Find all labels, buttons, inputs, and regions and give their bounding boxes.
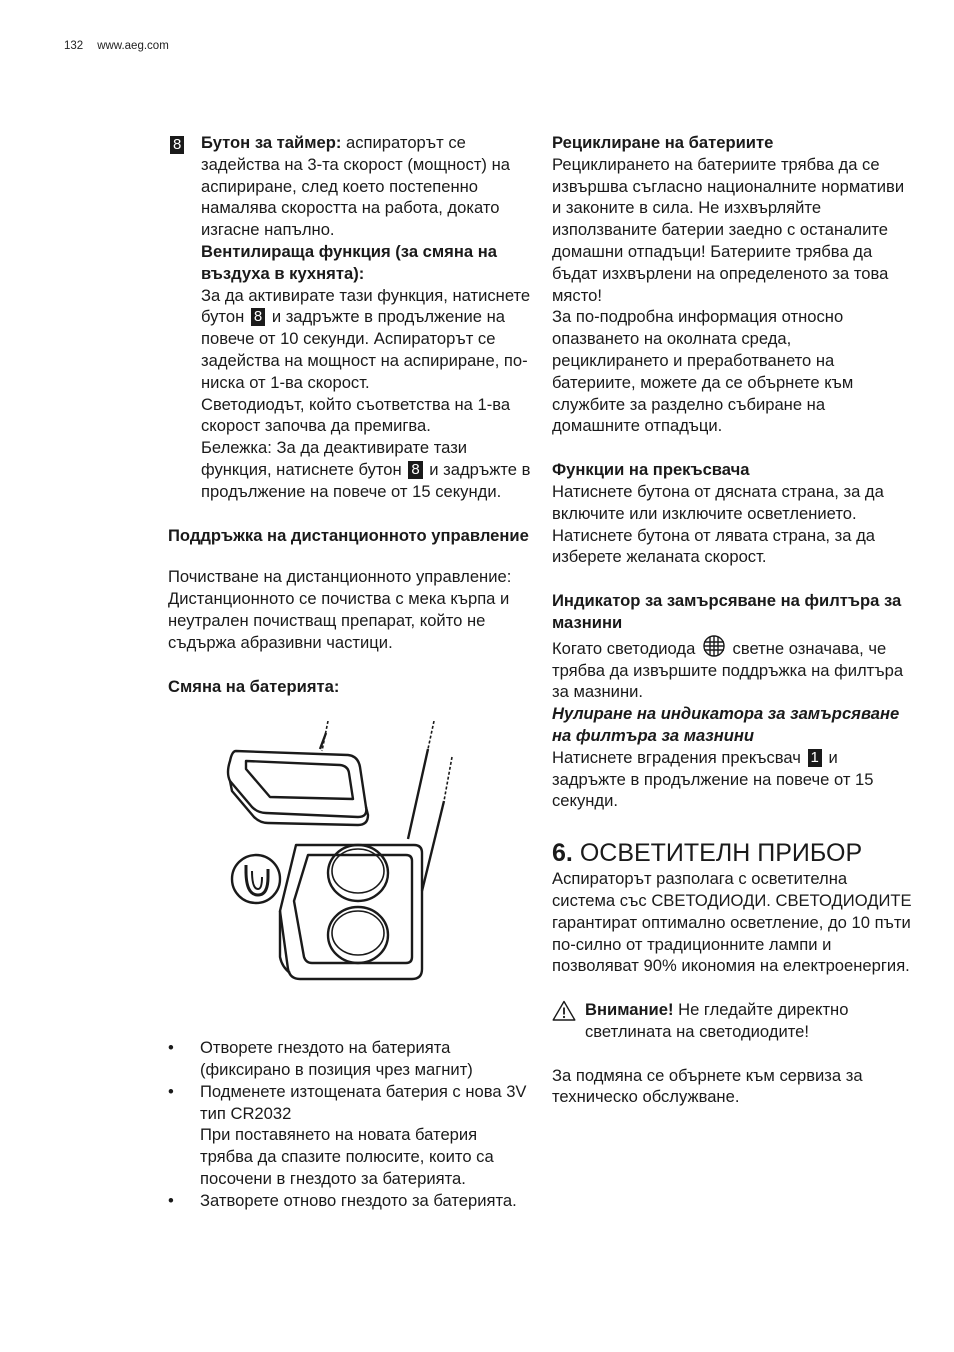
badge-8: 8 bbox=[408, 461, 422, 479]
vent-paragraph-2: Светодиодът, който съответства на 1-ва скорост започва да премигва. bbox=[201, 394, 511, 436]
grid-globe-icon bbox=[702, 634, 726, 658]
list-item bbox=[168, 1081, 534, 1190]
timer-text: аспираторът се задейства на 3-та скорост (мощност) на аспириране, след което постепенно намалява скоростта на работа, докато изгасне напълно. bbox=[201, 133, 510, 240]
battery-compartment-illustration bbox=[208, 721, 508, 1031]
timer-title: Бутон за таймер: bbox=[201, 133, 342, 152]
list-item-text: Подменете изтощената батерия с нова 3V тип CR2032 bbox=[200, 1081, 527, 1123]
vent-paragraph-3 bbox=[201, 437, 534, 502]
timer-section bbox=[168, 132, 534, 503]
switch-title: Функции на прекъсвача bbox=[552, 460, 750, 480]
vent-paragraph-1 bbox=[201, 285, 534, 394]
remote-text-2: Дистанционното се почиства с мека кърпа и неутрален почистващ препарат, който не съдържа абразивни частици. bbox=[168, 589, 510, 652]
warning-triangle-icon bbox=[552, 1000, 576, 1021]
warning-note bbox=[552, 999, 912, 1043]
switch-text-1: Натиснете бутона от дясната страна, за да включите или изключите осветлението. bbox=[552, 481, 884, 523]
filter-reset-title: Нулиране на индикатора за замърсяване на филтъра за мазнини bbox=[552, 704, 900, 745]
note-text-a: Бележка: За да деактивирате тази функция, натиснете бутон bbox=[201, 438, 468, 479]
remote-title: Поддръжка на дистанционното управление bbox=[168, 525, 529, 545]
list-item: • Затворете отново гнездото за батерията. bbox=[168, 1190, 534, 1212]
filter-title: Индикатор за замърсяване на филтъра за мазнини bbox=[552, 591, 902, 632]
note-text-b: и задръжте в продължение на повече от 15 секунди. bbox=[201, 459, 531, 501]
lighting-text: Аспираторът разполага с осветителна система със СВЕТОДИОДИ. СВЕТОДИОДИТЕ гарантират оптимално осветление, до 10 пъти по-силно от традиционните лампи и позволяват 90% икономия на електроенергия. bbox=[552, 869, 912, 976]
badge-8: 8 bbox=[170, 136, 184, 154]
list-item-note: При поставянето на новата батерия трябва да спазите полюсите, които са посочени в гнездото за батерията. bbox=[200, 1125, 494, 1188]
filter-text-a: Когато светодиода bbox=[552, 638, 700, 658]
left-column bbox=[168, 132, 534, 1212]
vent-text-b: и задръжте в продължение на повече от 10 секунди. Аспираторът се задейства на мощност на аспириране, по-ниска от 1-ва скорост. bbox=[201, 307, 528, 392]
reset-text-a: Натиснете вградения прекъсвач bbox=[552, 747, 806, 767]
recycling-title: Рециклиране на батериите bbox=[552, 133, 774, 152]
website: www.aeg.com bbox=[97, 40, 169, 52]
warning-label: Внимание! bbox=[585, 1000, 674, 1020]
badge-1: 1 bbox=[808, 749, 822, 767]
recycling-text: Рециклирането на батериите трябва да се извършва съгласно националните нормативи и законите в сила. Не изхвърляйте използваните батерии заедно с останалите домашни отпадъци! Батериите трябва да бъдат изхвърлени на определеното за това място! bbox=[552, 154, 905, 305]
section-title-text: ОСВЕТИТЕЛН ПРИБОР bbox=[579, 839, 863, 868]
vent-text-a: За да активирате тази функция, натиснете бутон bbox=[201, 285, 531, 327]
right-column bbox=[552, 132, 912, 1108]
remote-text-1: Почистване на дистанционното управление: bbox=[168, 567, 512, 587]
service-text: За подмяна се обърнете към сервиза за техническо обслужване. bbox=[552, 1065, 863, 1107]
switch-text-2: Натиснете бутона от лявата страна, за да изберете желаната скорост. bbox=[552, 525, 876, 567]
filter-text-b: светне означава, че трябва да извършите поддръжка на филтъра за мазнини. bbox=[552, 638, 904, 702]
battery-change-title: Смяна на батерията: bbox=[168, 676, 340, 696]
page-header bbox=[64, 40, 183, 52]
battery-steps-list bbox=[168, 1037, 534, 1211]
recycling-text-2: За по-подробна информация относно опазването на околната среда, рециклирането и преработването на батериите, можете да се обърнете към службите за разделно събиране на домашните отпадъци. bbox=[552, 307, 854, 436]
lighting-section-title bbox=[552, 838, 912, 868]
section-number: 6. bbox=[552, 839, 573, 868]
filter-reset-text bbox=[552, 747, 912, 812]
badge-8: 8 bbox=[251, 308, 265, 326]
page-number: 132 bbox=[64, 40, 84, 52]
reset-text-b: и задръжте в продължение на повече от 15 секунди. bbox=[552, 747, 874, 811]
warning-text: Не гледайте директно светлината на светодиодите! bbox=[585, 1000, 849, 1041]
list-item: • Отворете гнездото на батерията (фиксирано в позиция чрез магнит) bbox=[168, 1037, 534, 1081]
filter-text bbox=[552, 634, 912, 703]
vent-title: Вентилираща функция (за смяна на въздуха в кухнята): bbox=[201, 241, 497, 283]
